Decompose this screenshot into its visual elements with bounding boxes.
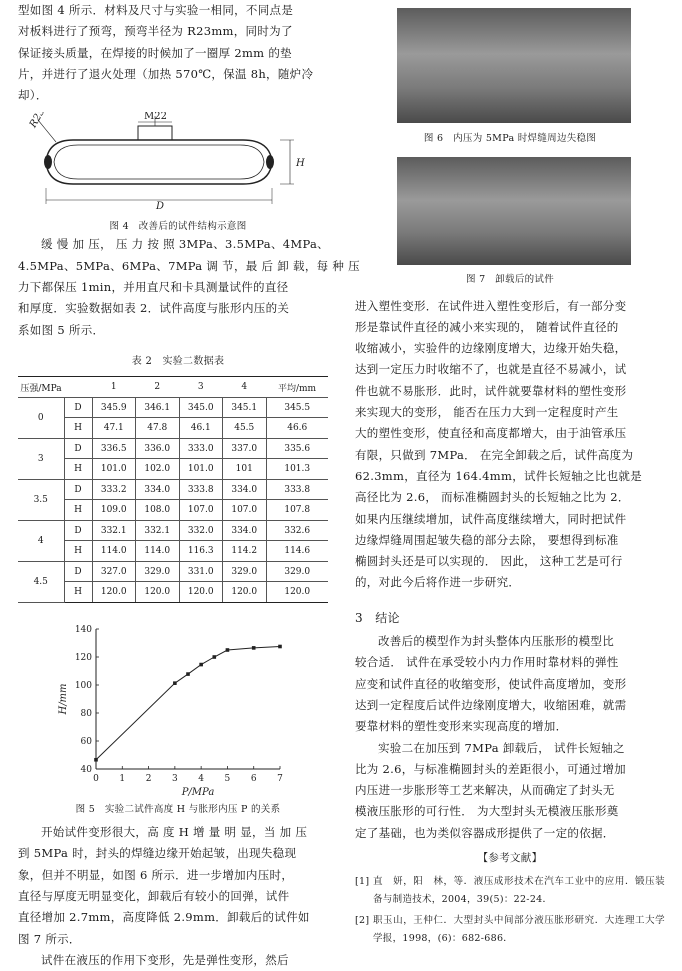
value-cell: 107.0: [179, 500, 223, 521]
data-point: [226, 648, 230, 652]
value-cell: 101.0: [92, 459, 136, 480]
table-2-title: 表 2 实验二数据表: [131, 355, 225, 367]
reference-item: [2] 职玉山，王仲仁．大型封头中间部分液压胀形研究．大连理工大学学报，1998，(6)：682-686．: [355, 915, 665, 945]
measure-label-cell: D: [64, 479, 92, 500]
measure-label-cell: D: [64, 438, 92, 459]
text-line: 系如图 5 所示．: [18, 322, 105, 337]
value-cell: 109.0: [92, 500, 136, 521]
text-line: 高径比为 2.6， 而标准椭圆封头的长短轴之比为 2．: [355, 490, 630, 505]
table-header-cell: 1: [92, 377, 136, 398]
text-line: 4.5MPa、5MPa、6MPa、7MPa 调 节，最 后 卸 载，每 种 压: [18, 258, 360, 273]
table-row: [18, 418, 328, 439]
text-line: 象，但并不明显，如图 6 所示．进一步增加内压时，: [18, 867, 294, 882]
value-cell: 334.0: [223, 520, 267, 541]
value-cell: 333.8: [266, 479, 328, 500]
value-cell: 346.1: [136, 397, 180, 418]
y-tick-label: 140: [74, 624, 92, 635]
pressure-cell: 4: [18, 520, 64, 561]
specimen-diagram: [18, 112, 338, 212]
measure-label-cell: H: [64, 459, 92, 480]
text-line: 力下都保压 1min，并用直尺和卡具测量试件的直径: [18, 280, 289, 295]
x-axis-label: P/MPa: [181, 786, 215, 798]
data-point: [186, 672, 190, 676]
y-axis-label: H/mm: [58, 683, 69, 715]
text-line: 如果内压继续增加，试件高度继续增大，同时把试件: [355, 511, 627, 526]
value-cell: 107.8: [266, 500, 328, 521]
y-tick-label: 60: [80, 736, 92, 747]
value-cell: 345.5: [266, 397, 328, 418]
reference-item: [1] 直 妍，阳 林，等．液压成形技术在汽车工业中的应用．锻压装备与制造技术，2004，39(5)：22-24．: [355, 876, 665, 906]
y-tick-label: 120: [74, 652, 92, 663]
value-cell: 345.1: [223, 397, 267, 418]
value-cell: 345.9: [92, 397, 136, 418]
text-line: 件也就不易胀形．此时，试件就要靠材料的塑性变形: [355, 383, 627, 398]
figure-6-photo: [397, 8, 631, 123]
table-row: [18, 459, 328, 480]
value-cell: 332.1: [136, 520, 180, 541]
table-header-cell: 平均/mm: [266, 377, 328, 398]
text-line: 来实现大的变形， 能否在压力大到一定程度时产生: [355, 405, 619, 420]
measure-label-cell: H: [64, 500, 92, 521]
text-line: 到 5MPa 时，封头的焊缝边缘开始起皱，出现失稳现: [18, 846, 297, 861]
measure-label-cell: H: [64, 582, 92, 603]
pressure-cell: 3.5: [18, 479, 64, 520]
text-line: 内压进一步胀形等工艺来解决，从而确定了封头无: [355, 783, 615, 798]
text-line: 形是靠试件直径的减小来实现的， 随着试件直径的: [355, 319, 619, 334]
value-cell: 120.0: [92, 582, 136, 603]
text-line: 型如图 4 所示．材料及尺寸与实验一相同，不同点是: [18, 3, 294, 17]
value-cell: 333.0: [179, 438, 223, 459]
fig4-label-h: H: [296, 158, 305, 170]
value-cell: 329.0: [266, 561, 328, 582]
x-tick-label: 4: [198, 773, 205, 784]
fig4-label-m: M22: [144, 112, 167, 123]
paragraph-pressure: [18, 234, 360, 340]
value-cell: 329.0: [136, 561, 180, 582]
value-cell: 108.0: [136, 500, 180, 521]
text-line: 模液压胀形的可行性． 为大型封头无模液压胀形奠: [355, 804, 619, 819]
table-header-cell: 4: [223, 377, 267, 398]
value-cell: 46.6: [266, 418, 328, 439]
table-row: [18, 541, 328, 562]
value-cell: 101: [223, 459, 267, 480]
text-line: 直径与厚度无明显变化，卸载后有较小的回弹，试件: [18, 888, 290, 903]
value-cell: 120.0: [266, 582, 328, 603]
value-cell: 114.6: [266, 541, 328, 562]
fig7-caption: 图 7 卸载后的试件: [465, 274, 555, 286]
measure-label-cell: D: [64, 520, 92, 541]
data-point: [252, 646, 256, 650]
x-tick-label: 2: [145, 773, 152, 784]
data-point: [199, 663, 203, 667]
value-cell: 114.0: [136, 541, 180, 562]
text-line: 达到一定程度后试件边缘刚度增大，收缩困难，就需: [355, 697, 627, 712]
value-cell: 345.0: [179, 397, 223, 418]
text-line: 达到一定压力时收缩不了，也就是直径不易减小，试: [355, 362, 627, 377]
measure-label-cell: H: [64, 418, 92, 439]
value-cell: 333.2: [92, 479, 136, 500]
value-cell: 327.0: [92, 561, 136, 582]
text-line: 要靠材料的塑性变形来实现高度的增加．: [355, 719, 568, 734]
table-header-cell: 3: [179, 377, 223, 398]
x-tick-label: 5: [224, 773, 231, 784]
text-line: 片，并进行了退火处理（加热 570℃，保温 8h，随炉冷: [18, 66, 314, 81]
value-cell: 46.1: [179, 418, 223, 439]
x-tick-label: 0: [93, 773, 99, 784]
value-cell: 120.0: [179, 582, 223, 603]
fig4-label-r: R23: [27, 112, 48, 131]
text-line: 的，对此今后将作进一步研究．: [355, 575, 521, 590]
fig4-label-d: D: [156, 201, 165, 213]
y-tick-label: 100: [74, 680, 92, 691]
value-cell: 329.0: [223, 561, 267, 582]
table-header-row: [18, 377, 328, 398]
figure-4: [18, 112, 338, 233]
text-line: 大的塑性变形，使直径和高度都增大，由于油管承压: [355, 426, 627, 441]
x-tick-label: 3: [171, 773, 178, 784]
table-row: [18, 582, 328, 603]
measure-label-cell: D: [64, 561, 92, 582]
value-cell: 334.0: [136, 479, 180, 500]
value-cell: 120.0: [223, 582, 267, 603]
value-cell: 102.0: [136, 459, 180, 480]
table-row: [18, 561, 328, 582]
data-table: [18, 376, 328, 603]
paragraph-deformation: [18, 822, 338, 971]
right-column: [355, 0, 665, 951]
value-cell: 336.0: [136, 438, 180, 459]
text-line: 进入塑性变形．在试件进入塑性变形后，有一部分变: [355, 298, 627, 313]
measure-label-cell: D: [64, 397, 92, 418]
table-row: [18, 500, 328, 521]
figure-7-photo: [397, 157, 631, 265]
value-cell: 101.3: [266, 459, 328, 480]
text-line: 改善后的模型作为封头整体内压胀形的模型比: [378, 634, 614, 649]
table-row: [18, 397, 328, 418]
text-line: 62.3mm，直径为 164.4mm，试件长短轴之比也就是: [355, 468, 643, 483]
data-point: [173, 681, 177, 685]
value-cell: 114.0: [92, 541, 136, 562]
data-point: [278, 644, 282, 648]
fig4-caption: 图 4 改善后的试件结构示意图: [109, 221, 247, 233]
text-line: 有限，只做到 7MPa． 在完全卸载之后，试件高度为: [355, 447, 634, 462]
data-point: [94, 758, 98, 762]
value-cell: 333.8: [179, 479, 223, 500]
text-line: 缓 慢 加 压， 压 力 按 照 3MPa、3.5MPa、4MPa、: [41, 237, 329, 252]
y-tick-label: 40: [80, 764, 92, 775]
left-column: [18, 0, 360, 971]
text-line: 对板料进行了预弯，预弯半径为 R23mm，同时为了: [18, 24, 293, 39]
x-tick-label: 6: [250, 773, 257, 784]
fig5-caption: 图 5 实验二试件高度 H 与胀形内压 P 的关系: [75, 803, 281, 815]
measure-label-cell: H: [64, 541, 92, 562]
text-line: 应变和试件直径的收缩变形，使试件高度增加，变形: [355, 676, 627, 691]
paragraph-plastic-deformation: [355, 296, 665, 594]
text-line: 和厚度．实验数据如表 2．试件高度与胀形内压的关: [18, 301, 290, 316]
text-line: 较合适． 试件在承受较小内力作用时靠材料的弹性: [355, 655, 619, 670]
data-point: [212, 655, 216, 659]
text-line: 直径增加 2.7mm，高度降低 2.9mm．卸载后的试件如: [18, 910, 310, 925]
value-cell: 116.3: [179, 541, 223, 562]
height-pressure-chart: [18, 619, 338, 799]
text-line: 椭圆封头还是可以实现的． 因此， 这种工艺是可行: [355, 554, 623, 569]
value-cell: 107.0: [223, 500, 267, 521]
text-line: 却）．: [18, 88, 48, 103]
references-title: 【参考文献】: [477, 852, 543, 865]
text-line: 比为 2.6，与标准椭圆封头的差距很小，可通过增加: [355, 761, 626, 776]
pressure-cell: 0: [18, 397, 64, 438]
value-cell: 334.0: [223, 479, 267, 500]
value-cell: 335.6: [266, 438, 328, 459]
x-tick-label: 7: [277, 773, 283, 784]
text-line: 保证接头质量，在焊接的时候加了一圈厚 2mm 的垫: [18, 45, 292, 60]
text-line: 实验二在加压到 7MPa 卸载后， 试件长短轴之: [378, 740, 625, 755]
value-cell: 332.6: [266, 520, 328, 541]
value-cell: 336.5: [92, 438, 136, 459]
value-cell: 45.5: [223, 418, 267, 439]
text-line: 定了基础，也为类似容器成形提供了一定的依据．: [355, 825, 615, 840]
section-3-title: 3 结论: [355, 610, 400, 625]
table-header-cell: 压强/MPa: [18, 377, 64, 398]
text-line: 收缩减小，实验件的边缘刚度增大，边缘开始失稳，: [355, 341, 627, 356]
table-header-cell: 2: [136, 377, 180, 398]
references-list: [355, 873, 665, 948]
value-cell: 332.0: [179, 520, 223, 541]
table-row: [18, 438, 328, 459]
intro-paragraph: [18, 0, 338, 106]
table-header-cell: [64, 377, 92, 398]
table-row: [18, 520, 328, 541]
text-line: 试件在液压的作用下变形，先是弹性变形，然后: [41, 952, 289, 967]
value-cell: 120.0: [136, 582, 180, 603]
y-tick-label: 80: [80, 708, 92, 719]
pressure-cell: 3: [18, 438, 64, 479]
x-tick-label: 1: [119, 773, 126, 784]
value-cell: 337.0: [223, 438, 267, 459]
text-line: 边缘焊缝周围起皱失稳的部分去除， 要想得到标准: [355, 532, 619, 547]
value-cell: 47.1: [92, 418, 136, 439]
pressure-cell: 4.5: [18, 561, 64, 602]
text-line: 图 7 所示．: [18, 931, 81, 946]
value-cell: 47.8: [136, 418, 180, 439]
series-line: [96, 646, 280, 759]
table-row: [18, 479, 328, 500]
paragraph-conclusion: [355, 631, 665, 844]
fig6-caption: 图 6 内压为 5MPa 时焊缝周边失稳图: [423, 133, 597, 144]
value-cell: 331.0: [179, 561, 223, 582]
value-cell: 101.0: [179, 459, 223, 480]
text-line: 开始试件变形很大，高 度 H 增 量 明 显，当 加 压: [41, 825, 308, 840]
value-cell: 332.1: [92, 520, 136, 541]
value-cell: 114.2: [223, 541, 267, 562]
